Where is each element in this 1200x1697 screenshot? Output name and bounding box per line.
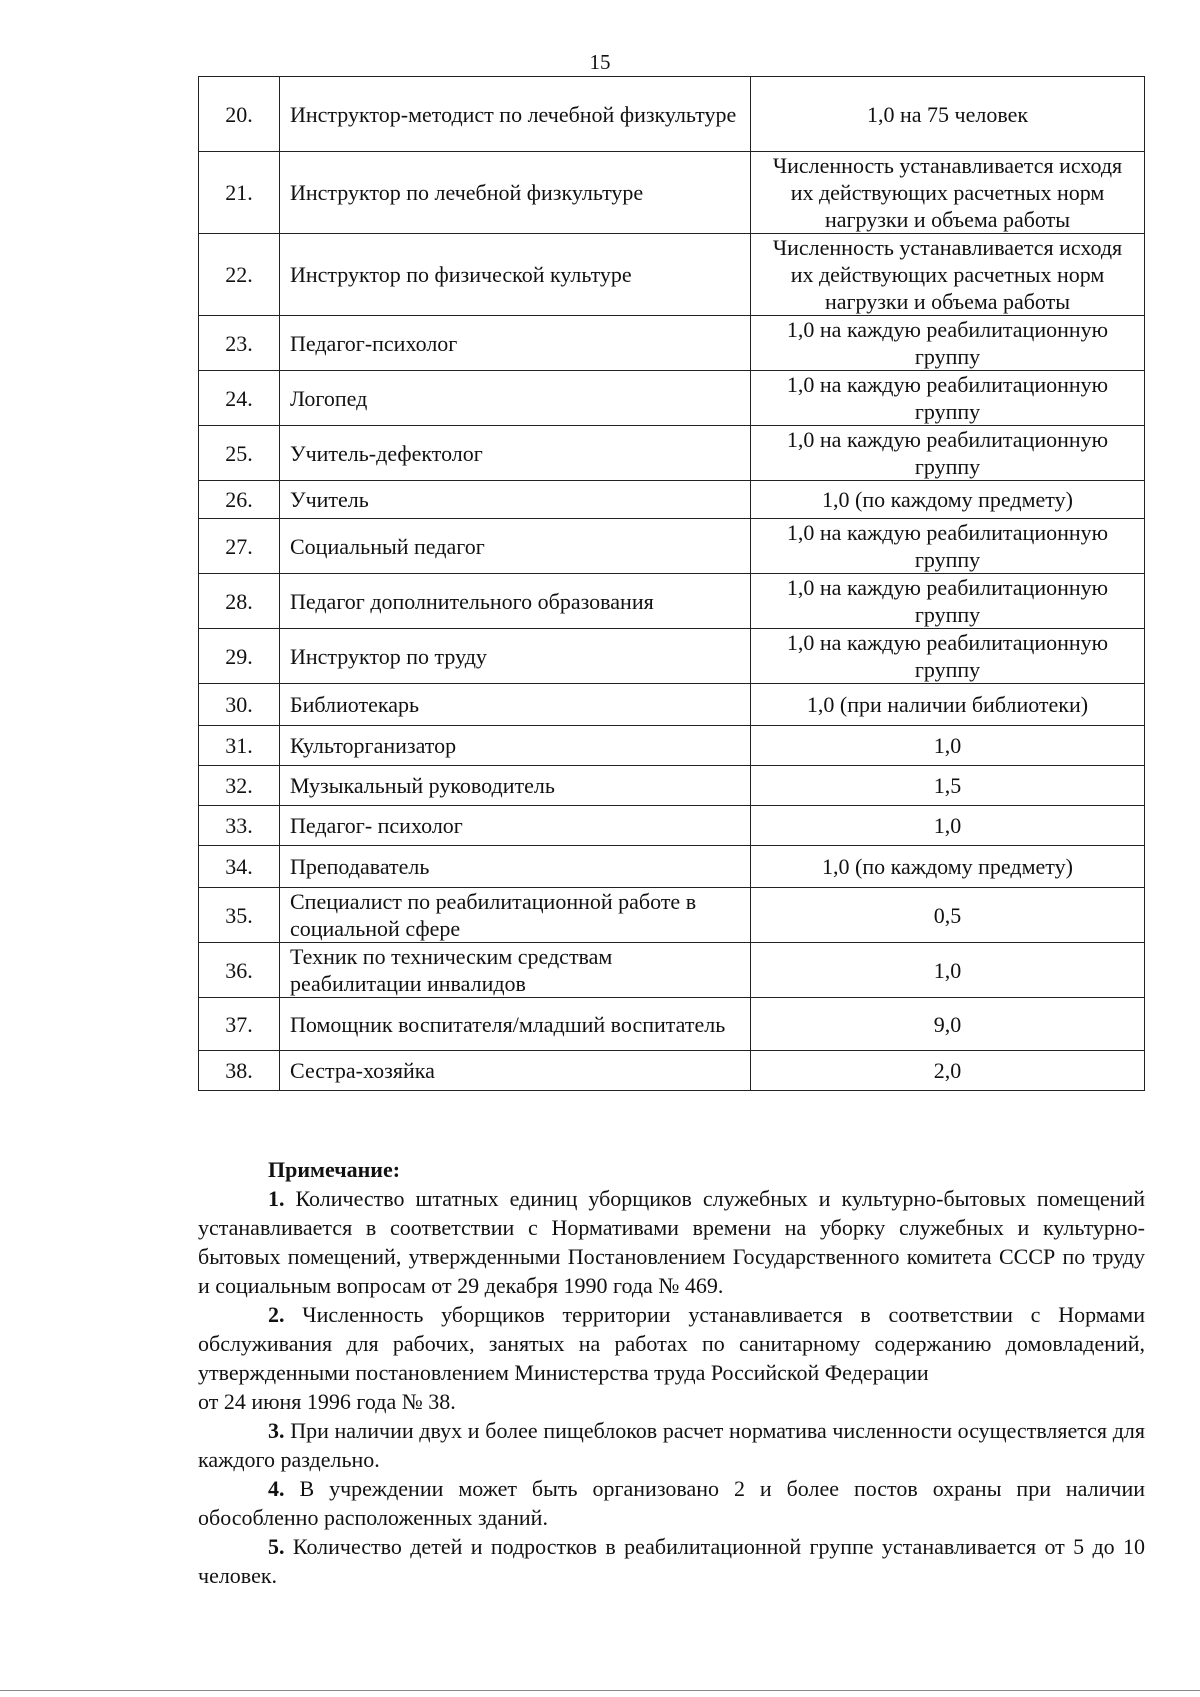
row-number: 32. [199, 766, 280, 806]
note-number: 1. [268, 1186, 285, 1211]
position-name: Инструктор по физической культуре [280, 234, 751, 316]
staffing-norm: 1,0 (по каждому предмету) [751, 846, 1145, 888]
staffing-norm: 1,0 (по каждому предмету) [751, 481, 1145, 519]
note-2-continuation: от 24 июня 1996 года № 38. [198, 1389, 456, 1414]
row-number: 36. [199, 943, 280, 998]
staffing-norm: 2,0 [751, 1051, 1145, 1091]
note-5 [198, 1532, 1145, 1590]
staffing-norm: 1,0 (при наличии библиотеки) [751, 684, 1145, 726]
position-name: Техник по техническим средствам реабилитации инвалидов [280, 943, 751, 998]
position-name: Сестра-хозяйка [280, 1051, 751, 1091]
staffing-norm: Численность устанавливается исходя их действующих расчетных норм нагрузки и объема работы [751, 234, 1145, 316]
staffing-norm: 1,0 на каждую реабилитационную группу [751, 574, 1145, 629]
staffing-norm: 1,0 на 75 человек [751, 77, 1145, 152]
table-row [199, 152, 1145, 234]
table-row [199, 806, 1145, 846]
position-name: Учитель [280, 481, 751, 519]
note-number: 3. [268, 1418, 285, 1443]
staffing-norm: 0,5 [751, 888, 1145, 943]
position-name: Инструктор по лечебной физкультуре [280, 152, 751, 234]
table-row [199, 888, 1145, 943]
table-row [199, 77, 1145, 152]
staffing-table [198, 76, 1145, 1091]
table-row [199, 998, 1145, 1051]
note-text: Численность уборщиков территории устанавливается в соответствии с Нормами обслуживания для рабочих, занятых на работах по санитарному содержанию домовладений, утвержденными постановлением Министерства труда Российской Федерации [198, 1302, 1145, 1385]
staffing-norm: 1,0 на каждую реабилитационную группу [751, 629, 1145, 684]
position-name: Педагог-психолог [280, 316, 751, 371]
note-4 [198, 1474, 1145, 1532]
table-row [199, 1051, 1145, 1091]
note-text: Количество штатных единиц уборщиков служебных и культурно-бытовых помещений устанавливается в соответствии с Нормативами времени на уборку служебных и культурно-бытовых помещений, утвержденными Постановлением Государственного комитета СССР по труду и социальным вопросам от 29 декабря 1990 года № 469. [198, 1186, 1145, 1298]
table-row [199, 726, 1145, 766]
bottom-divider [0, 1690, 1200, 1691]
staffing-norm: 9,0 [751, 998, 1145, 1051]
note-number: 4. [268, 1476, 285, 1501]
table-row [199, 371, 1145, 426]
row-number: 37. [199, 998, 280, 1051]
row-number: 20. [199, 77, 280, 152]
table-row [199, 574, 1145, 629]
page-number: 15 [589, 50, 611, 74]
staffing-norm: 1,0 [751, 943, 1145, 998]
row-number: 29. [199, 629, 280, 684]
staffing-norm: 1,0 на каждую реабилитационную группу [751, 519, 1145, 574]
staffing-norm: 1,0 на каждую реабилитационную группу [751, 426, 1145, 481]
position-name: Социальный педагог [280, 519, 751, 574]
position-name: Логопед [280, 371, 751, 426]
position-name: Музыкальный руководитель [280, 766, 751, 806]
position-name: Помощник воспитателя/младший воспитатель [280, 998, 751, 1051]
position-name: Библиотекарь [280, 684, 751, 726]
note-text: Количество детей и подростков в реабилитационной группе устанавливается от 5 до 10 человек. [198, 1534, 1146, 1588]
table-row [199, 316, 1145, 371]
table-row [199, 943, 1145, 998]
staffing-norm: 1,0 [751, 806, 1145, 846]
position-name: Педагог дополнительного образования [280, 574, 751, 629]
position-name: Культорганизатор [280, 726, 751, 766]
table-row [199, 519, 1145, 574]
staffing-table-body [199, 77, 1145, 1091]
table-row [199, 629, 1145, 684]
row-number: 28. [199, 574, 280, 629]
note-number: 2. [268, 1302, 285, 1327]
notes-section [198, 1155, 1145, 1590]
staffing-norm: Численность устанавливается исходя их действующих расчетных норм нагрузки и объема работы [751, 152, 1145, 234]
table-row [199, 426, 1145, 481]
row-number: 26. [199, 481, 280, 519]
row-number: 31. [199, 726, 280, 766]
row-number: 30. [199, 684, 280, 726]
staffing-norm: 1,5 [751, 766, 1145, 806]
position-name: Педагог- психолог [280, 806, 751, 846]
note-number: 5. [268, 1534, 285, 1559]
table-row [199, 234, 1145, 316]
row-number: 35. [199, 888, 280, 943]
row-number: 25. [199, 426, 280, 481]
row-number: 23. [199, 316, 280, 371]
notes-heading: Примечание: [268, 1157, 401, 1182]
row-number: 22. [199, 234, 280, 316]
row-number: 33. [199, 806, 280, 846]
table-row [199, 684, 1145, 726]
row-number: 34. [199, 846, 280, 888]
position-name: Преподаватель [280, 846, 751, 888]
table-row [199, 481, 1145, 519]
note-2 [198, 1300, 1145, 1387]
position-name: Специалист по реабилитационной работе в социальной сфере [280, 888, 751, 943]
position-name: Инструктор-методист по лечебной физкультуре [280, 77, 751, 152]
row-number: 38. [199, 1051, 280, 1091]
note-text: При наличии двух и более пищеблоков расчет норматива численности осуществляется для каждого раздельно. [198, 1418, 1146, 1472]
table-row [199, 766, 1145, 806]
note-3 [198, 1416, 1145, 1474]
note-1 [198, 1184, 1145, 1300]
staffing-norm: 1,0 на каждую реабилитационную группу [751, 371, 1145, 426]
position-name: Учитель-дефектолог [280, 426, 751, 481]
staffing-norm: 1,0 на каждую реабилитационную группу [751, 316, 1145, 371]
staffing-norm: 1,0 [751, 726, 1145, 766]
position-name: Инструктор по труду [280, 629, 751, 684]
row-number: 21. [199, 152, 280, 234]
note-text: В учреждении может быть организовано 2 и более постов охраны при наличии обособленно расположенных зданий. [198, 1476, 1146, 1530]
table-row [199, 846, 1145, 888]
row-number: 24. [199, 371, 280, 426]
row-number: 27. [199, 519, 280, 574]
